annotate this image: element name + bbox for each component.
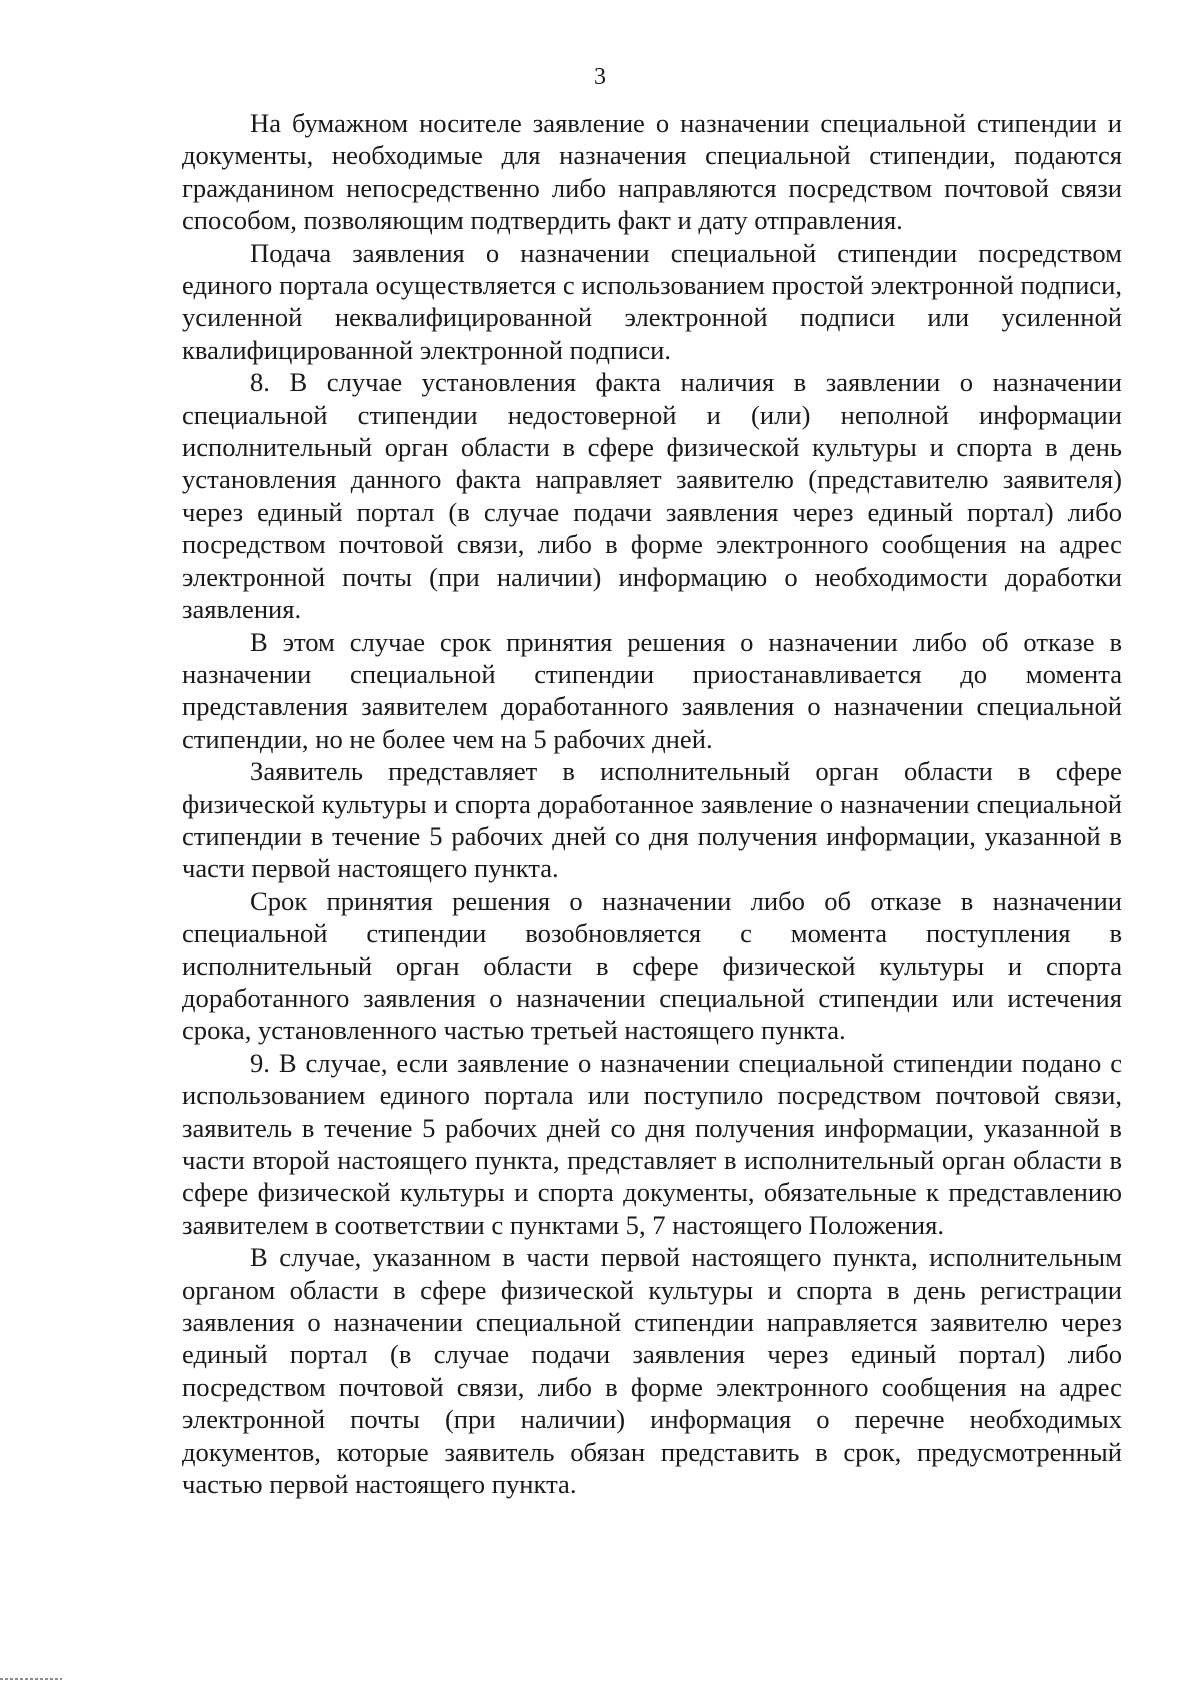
page-number: 3: [594, 64, 606, 90]
document-body: [182, 107, 1122, 1500]
paragraph-item-8-resumption: Срок принятия решения о назначении либо об отказе в назначении специальной стипендии возобновляется с момента поступления в исполнительный орган области в сфере физической культуры и спорта доработанного заявления о назначении специальной стипендии или истечения срока, установленного частью третьей настоящего пункта.: [182, 885, 1122, 1046]
paragraph-item-9-notification: В случае, указанном в части первой настоящего пункта, исполнительным органом области в сфере физической культуры и спорта в день регистрации заявления о назначении специальной стипендии направляется заявителю через единый портал (в случае подачи заявления через единый портал) либо посредством почтовой связи, либо в форме электронного сообщения на адрес электронной почты (при наличии) информация о перечне необходимых документов, которые заявитель обязан представить в срок, предусмотренный частью первой настоящего пункта.: [182, 1242, 1122, 1500]
scan-edge-mark: [0, 1678, 62, 1680]
paragraph-item-8-suspension: В этом случае срок принятия решения о назначении либо об отказе в назначении специальной стипендии приостанавливается до момента представления заявителем доработанного заявления о назначении специальной стипендии, но не более чем на 5 рабочих дней.: [182, 626, 1122, 754]
paragraph-paper-submission: На бумажном носителе заявление о назначении специальной стипендии и документы, необходимые для назначения специальной стипендии, подаются гражданином непосредственно либо направляются посредством почтовой связи способом, позволяющим подтвердить факт и дату отправления.: [182, 108, 1122, 236]
paragraph-portal-submission: Подача заявления о назначении специальной стипендии посредством единого портала осуществляется с использованием простой электронной подписи, усиленной неквалифицированной электронной подписи или усиленной квалифицированной электронной подписи.: [182, 237, 1122, 365]
paragraph-item-8: 8. В случае установления факта наличия в заявлении о назначении специальной стипендии недостоверной и (или) неполной информации исполнительный орган области в сфере физической культуры и спорта в день установления данного факта направляет заявителю (представителю заявителя) через единый портал (в случае подачи заявления через единый портал) либо посредством почтовой связи, либо в форме электронного сообщения на адрес электронной почты (при наличии) информацию о необходимости доработки заявления.: [182, 367, 1122, 625]
paragraph-item-9: 9. В случае, если заявление о назначении специальной стипендии подано с использованием единого портала или поступило посредством почтовой связи, заявитель в течение 5 рабочих дней со дня получения информации, указанной в части второй настоящего пункта, представляет в исполнительный орган области в сфере физической культуры и спорта документы, обязательные к представлению заявителем в соответствии с пунктами 5, 7 настоящего Положения.: [182, 1047, 1122, 1240]
paragraph-item-8-revised-application: Заявитель представляет в исполнительный орган области в сфере физической культуры и спорта доработанное заявление о назначении специальной стипендии в течение 5 рабочих дней со дня получения информации, указанной в части первой настоящего пункта.: [182, 756, 1122, 884]
